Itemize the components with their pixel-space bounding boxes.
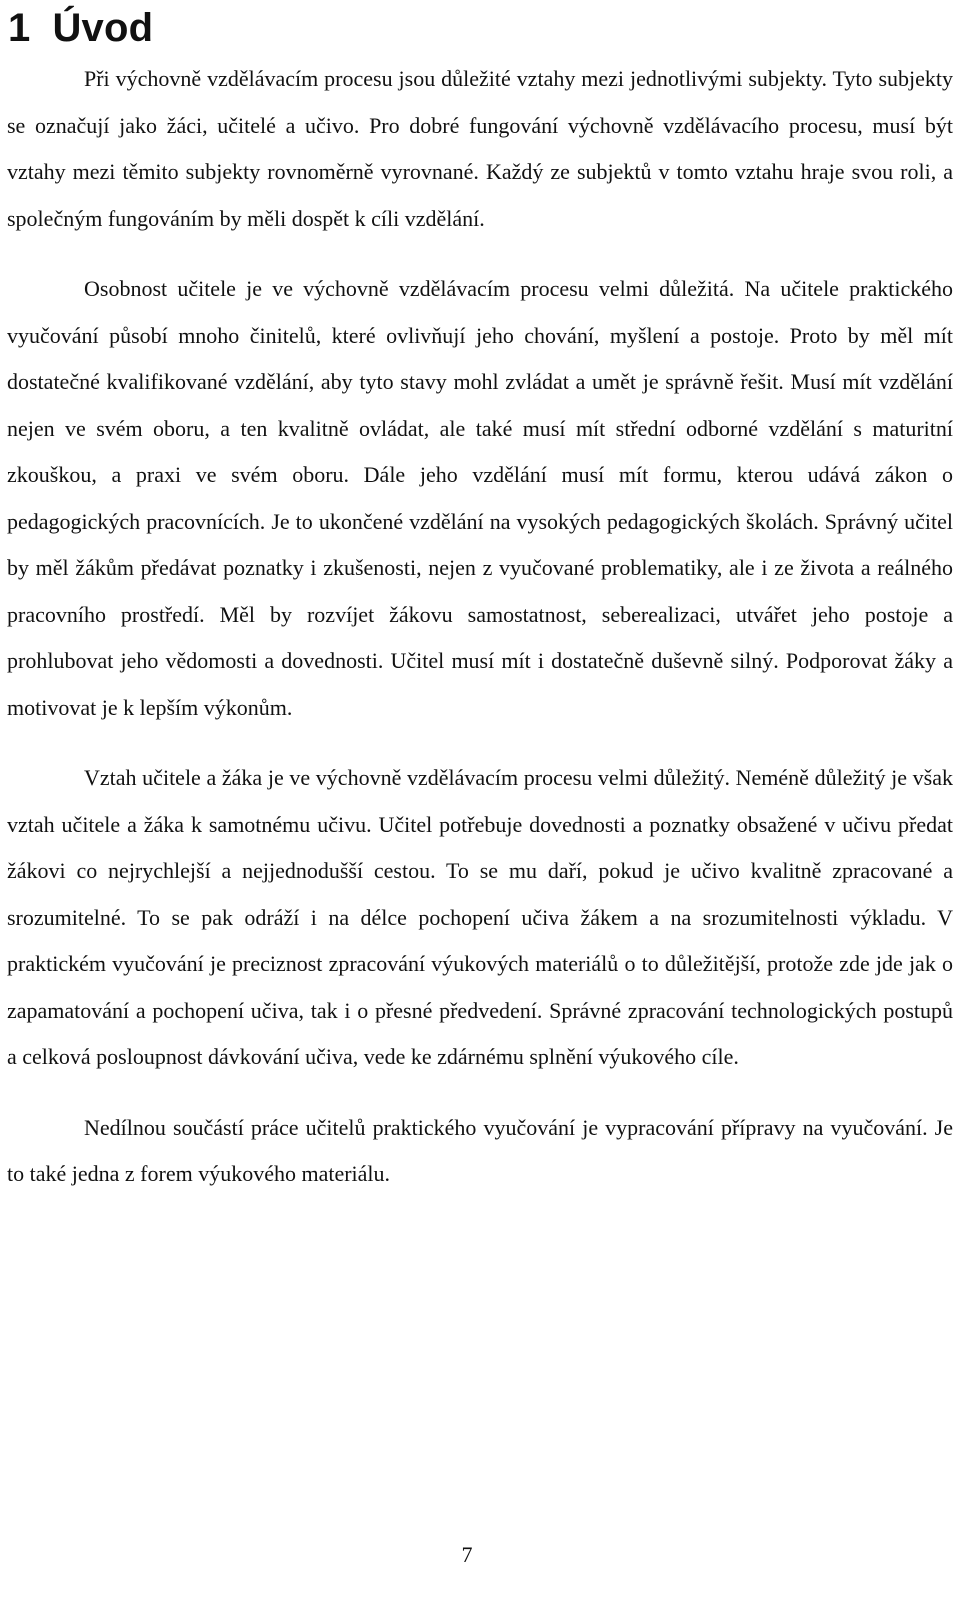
body-text: [7, 56, 953, 1222]
section-number: 1: [8, 6, 31, 50]
paragraph-4: Nedílnou součástí práce učitelů praktického vyučování je vypracování přípravy na vyučování. Je to také jedna z forem výukového materiálu.: [7, 1114, 953, 1186]
paragraph-2: Osobnost učitele je ve výchovně vzdělávacím procesu velmi důležitá. Na učitele praktického vyučování působí mnoho činitelů, které ovlivňují jeho chování, myšlení a postoje. Proto by měl mít dostatečné kvalifikované vzdělání, aby tyto stavy mohl zvládat a umět je správně řešit. Musí mít vzdělání nejen ve svém oboru, a ten kvalitně ovládat, ale také musí mít střední odborné vzdělání s maturitní zkouškou, a praxi ve svém oboru. Dále jeho vzdělání musí mít formu, kterou udává zákon o pedagogických pracovnících. Je to ukončené vzdělání na vysokých pedagogických školách. Správný učitel by měl žákům předávat poznatky i zkušenosti, nejen z vyučované problematiky, ale i ze života a reálného pracovního prostředí. Měl by rozvíjet žákovu samostatnost, seberealizaci, utvářet jeho postoje a prohlubovat jeho vědomosti a dovednosti. Učitel musí mít i dostatečně duševně silný. Podporovat žáky a motivovat je k lepším výkonům.: [7, 276, 953, 720]
section-title: Úvod: [52, 6, 154, 50]
paragraph-1: Při výchovně vzdělávacím procesu jsou důležité vztahy mezi jednotlivými subjekty. Tyto subjekty se označují jako žáci, učitelé a učivo. Pro dobré fungování výchovně vzdělávacího procesu, musí být vztahy mezi těmito subjekty rovnoměrně vyrovnané. Každý ze subjektů v tomto vztahu hraje svou roli, a společným fungováním by měli dospět k cíli vzdělání.: [7, 66, 953, 231]
section-heading: [8, 2, 153, 54]
paragraph-3: Vztah učitele a žáka je ve výchovně vzdělávacím procesu velmi důležitý. Neméně důležitý je však vztah učitele a žáka k samotnému učivu. Učitel potřebuje dovednosti a poznatky obsažené v učivu předat žákovi co nejrychlejší a nejjednodušší cestou. To se mu daří, pokud je učivo kvalitně zpracované a srozumitelné. To se pak odráží i na délce pochopení učiva žákem a na srozumitelnosti výkladu. V praktickém vyučování je preciznost zpracování výukových materiálů o to důležitější, protože zde jde jak o zapamatování a pochopení učiva, tak i o přesné předvedení. Správné zpracování technologických postupů a celková posloupnost dávkování učiva, vede ke zdárnému splnění výukového cíle.: [7, 765, 953, 1069]
page-number: 7: [461, 1542, 473, 1567]
